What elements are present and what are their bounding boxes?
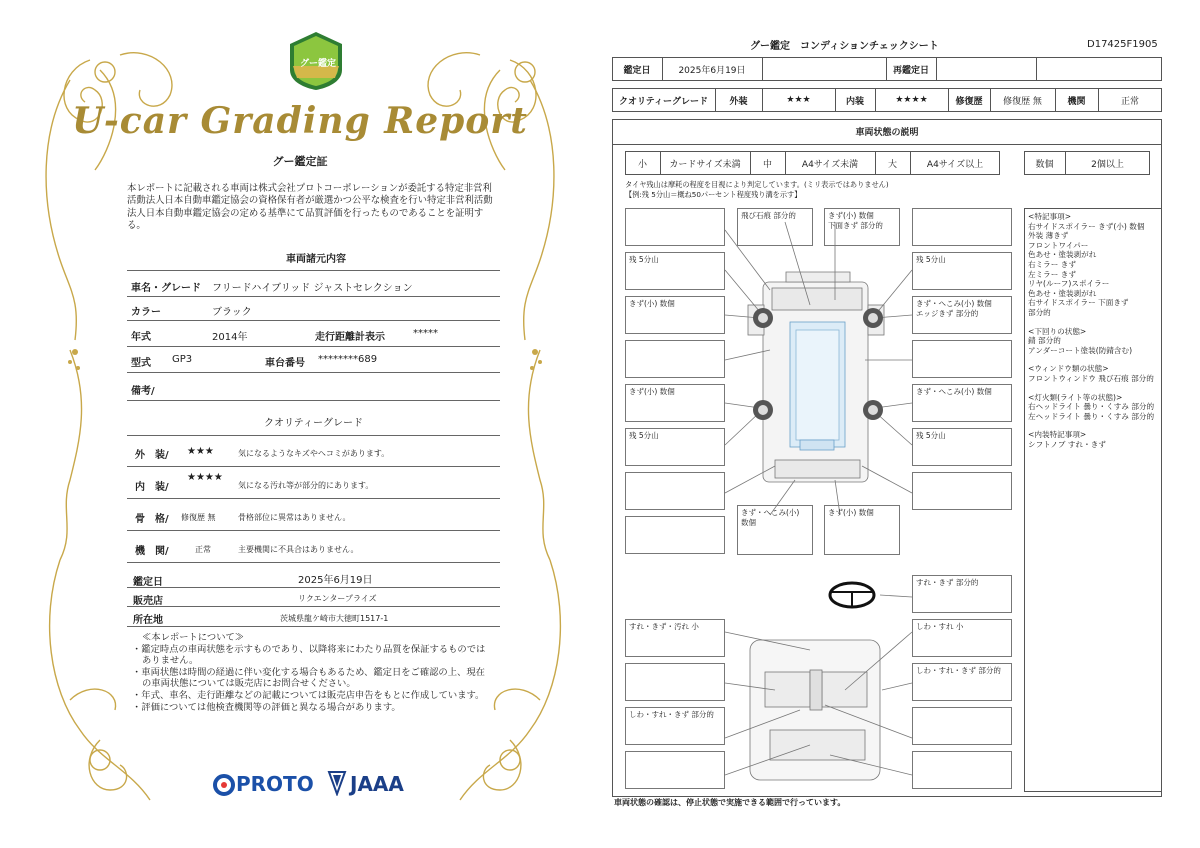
address-label: 所在地: [133, 615, 163, 626]
interior-label: 内 装/: [135, 482, 169, 493]
damage-box: すれ・きず・汚れ 小: [625, 619, 725, 657]
divider: [127, 400, 500, 401]
damage-note: エッジきず 部分的: [916, 309, 979, 318]
damage-box: [625, 663, 725, 701]
damage-box: [912, 340, 1012, 378]
spec-heading: 車両諸元内容: [286, 254, 346, 265]
notes-title: ≪本レポートについて≫: [142, 632, 245, 643]
special-note-line: <内装特記事項>: [1028, 430, 1087, 440]
damage-box: 残 5分山: [625, 428, 725, 466]
damage-box: きず(小) 数個: [824, 505, 900, 555]
interior-stars: ★★★★: [187, 472, 223, 483]
mileage-label: 走行距離計表示: [315, 332, 385, 343]
certificate-intro: 本レポートに記載される車両は株式会社プロトコーポレーションが委託する特定非営利活動法人日本自動車鑑定協会の資格保有者が厳選かつ公平な検査を行い特定非営利活動法人日本自動車鑑定協会の定める基準にて品質評価を行ったものであることを証明する。: [127, 183, 493, 231]
sheet-interior-label: 内装: [845, 96, 864, 107]
interior-text: 気になる汚れ等が部分的にあります。: [238, 481, 374, 490]
year-value: 2014年: [212, 332, 248, 343]
jaaa-logo: JAAA: [350, 772, 404, 796]
engine-label: 機 関/: [135, 546, 169, 557]
condition-check-sheet: [600, 0, 1200, 848]
tire-note-example: 【例:残 5分山＝概ね50パーセント程度残り溝を示す】: [625, 190, 802, 199]
size-large-desc: A4サイズ以上: [926, 159, 984, 170]
jaaa-logo-icon: [327, 770, 347, 796]
badge-label: グー鑑定: [300, 59, 337, 69]
explain-heading: 車両状態の説明: [855, 128, 919, 138]
damage-box: [824, 208, 900, 246]
divider: [127, 498, 500, 499]
special-note-line: リヤ(ルーフ)スポイラー: [1028, 279, 1110, 289]
special-note-line: 左ミラー きず: [1028, 269, 1076, 279]
divider: [127, 587, 500, 588]
count-desc: 2個以上: [1091, 159, 1124, 170]
proto-logo: PROTO: [236, 772, 314, 796]
divider: [127, 320, 500, 321]
damage-box: しわ・すれ 小: [912, 619, 1012, 657]
special-note-line: <特記事項>: [1028, 212, 1072, 221]
damage-box: しわ・すれ・きず 部分的: [625, 707, 725, 745]
color-value: ブラック: [212, 307, 252, 318]
special-note-line: 右サイドスポイラー 下面きず: [1028, 298, 1129, 308]
document-id: D17425F1905: [1087, 39, 1158, 50]
address-value: 茨城県龍ケ崎市大徳町1517-1: [280, 614, 389, 623]
special-note-line: アンダーコート塗装(防錆含む): [1028, 345, 1133, 355]
sheet-engine-label: 機関: [1067, 96, 1086, 107]
exterior-text: 気になるようなキズやヘコミがあります。: [238, 449, 390, 458]
special-note-line: [1028, 355, 1158, 364]
special-note-line: <下回りの状態>: [1028, 326, 1087, 336]
damage-box: しわ・すれ・きず 部分的: [912, 663, 1012, 701]
damage-box: 残 5分山: [912, 428, 1012, 466]
shop-value: リクエンタープライズ: [298, 594, 377, 603]
damage-box: 飛び石痕 部分的: [737, 208, 813, 246]
damage-box: [625, 751, 725, 789]
year-label: 年式: [131, 332, 151, 343]
sheet-repair-label: 修復歴: [955, 96, 983, 107]
special-note-line: 錆 部分的: [1028, 336, 1061, 346]
damage-box: [625, 208, 725, 246]
damage-box: [912, 751, 1012, 789]
special-note-line: [1028, 421, 1158, 430]
sheet-date-label: 鑑定日: [623, 65, 651, 76]
damage-box: きず(小) 数個: [625, 296, 725, 334]
special-note-line: [1028, 318, 1158, 327]
sheet-footer-note: 車両状態の確認は、停止状態で実施できる範囲で行っています。: [614, 798, 846, 807]
divider: [127, 270, 500, 271]
divider: [127, 626, 500, 627]
date-value: 2025年6月19日: [298, 575, 373, 586]
date-label: 鑑定日: [133, 577, 163, 588]
report-script-title: U-car Grading Report: [72, 100, 528, 142]
damage-box: [912, 296, 1012, 334]
exterior-stars: ★★★: [187, 446, 214, 457]
divider: [127, 562, 500, 563]
damage-note: 下面きず 部分的: [828, 221, 883, 230]
special-note-line: 左ヘッドライト 曇り・くすみ 部分的: [1028, 411, 1155, 421]
special-note-line: 右ヘッドライト 曇り・くすみ 部分的: [1028, 402, 1155, 412]
special-note-line: 部分的: [1028, 307, 1051, 317]
sheet-exterior-label: 外装: [729, 96, 748, 107]
name-label: 車名・グレード: [131, 283, 201, 294]
report-notes: [130, 632, 490, 713]
note-item: ・評価については他検査機関等の評価と異なる場合があります。: [132, 701, 401, 713]
damage-box: [625, 516, 725, 554]
engine-text: 主要機関に不具合はありません。: [238, 545, 359, 554]
certificate-subtitle: グー鑑定証: [272, 155, 328, 168]
model-value: GP3: [172, 354, 193, 365]
size-mid: 中: [762, 159, 772, 170]
divider: [127, 606, 500, 607]
mileage-value: *****: [413, 328, 438, 339]
special-note-line: 色あせ・塗装剥がれ: [1028, 288, 1097, 298]
damage-box: 残 5分山: [912, 252, 1012, 290]
damage-box: [912, 472, 1012, 510]
size-large: 大: [887, 159, 897, 170]
damage-note: きず・へこみ(小) 数個: [916, 299, 992, 308]
chassis-value: ********689: [318, 354, 378, 365]
remarks-label: 備考/: [131, 386, 155, 397]
redate-label: 再鑑定日: [892, 65, 929, 76]
divider: [127, 346, 500, 347]
special-notes-panel: [1024, 208, 1162, 792]
special-note-line: 右サイドスポイラー きず(小) 数個: [1028, 221, 1145, 231]
sheet-interior-stars: ★★★★: [895, 95, 928, 105]
proto-logo-icon: [213, 774, 235, 796]
frame-value: 修復歴 無: [181, 513, 216, 522]
quality-heading: クオリティーグレード: [264, 418, 363, 429]
damage-box: [625, 472, 725, 510]
note-item: ・車両状態は時間の経過に伴い変化する場合もあるため、鑑定日をご確認の上、現在の車両状態については販売店にお問合せください。: [132, 666, 485, 690]
special-note-line: 右ミラー きず: [1028, 259, 1076, 269]
special-note-line: 色あせ・塗装剥がれ: [1028, 250, 1097, 260]
size-mid-desc: A4サイズ未満: [801, 159, 859, 170]
color-label: カラー: [131, 307, 161, 318]
grade-label: クオリティーグレード: [618, 96, 709, 107]
special-note-line: フロントウィンドウ 飛び石痕 部分的: [1028, 373, 1154, 383]
divider: [127, 466, 500, 467]
sheet-repair-value: 修復歴 無: [1003, 96, 1042, 107]
tire-note: タイヤ残山は摩耗の程度を目視により判定しています。(ミリ表示ではありません): [625, 180, 889, 189]
sheet-exterior-stars: ★★★: [786, 95, 811, 105]
damage-box: [912, 208, 1012, 246]
note-item: ・鑑定時点の車両状態を示すものであり、以降将来にわたり品質を保証するものではありません。: [132, 643, 486, 667]
exterior-label: 外 装/: [135, 450, 169, 461]
sheet-date-value: 2025年6月19日: [678, 65, 746, 76]
size-small: 小: [637, 159, 647, 170]
divider: [127, 372, 500, 373]
chassis-label: 車台番号: [265, 358, 305, 369]
damage-box: [625, 340, 725, 378]
damage-note: きず(小) 数個: [828, 211, 874, 220]
damage-box: きず・へこみ(小) 数個: [737, 505, 813, 555]
damage-box: きず(小) 数個: [625, 384, 725, 422]
model-label: 型式: [131, 358, 151, 369]
damage-box: 残 5分山: [625, 252, 725, 290]
note-item: ・年式、車名、走行距離などの記載については販売店申告をもとに作成しています。: [132, 689, 485, 701]
special-note-line: <灯火類(ライト等の状態)>: [1028, 392, 1123, 402]
special-note-line: [1028, 384, 1158, 393]
damage-box: すれ・きず 部分的: [912, 575, 1012, 613]
special-note-line: 外装 薄きず: [1028, 231, 1069, 241]
divider: [127, 435, 500, 436]
count-label: 数個: [1035, 159, 1054, 170]
frame-text: 骨格部位に異常はありません。: [238, 513, 351, 522]
name-value: フリードハイブリッド ジャストセレクション: [212, 283, 413, 294]
damage-box: きず・へこみ(小) 数個: [912, 384, 1012, 422]
sheet-title: グー鑑定 コンディションチェックシート: [750, 41, 939, 52]
shop-label: 販売店: [133, 596, 163, 607]
divider: [127, 296, 500, 297]
engine-value: 正常: [195, 545, 211, 554]
special-note-line: <ウィンドウ類の状態>: [1028, 364, 1109, 374]
damage-box: [912, 707, 1012, 745]
frame-label: 骨 格/: [135, 514, 169, 525]
divider: [127, 530, 500, 531]
special-note-line: フロントワイパー: [1028, 240, 1089, 250]
sheet-engine-value: 正常: [1120, 96, 1139, 107]
special-note-line: シフトノブ すれ・きず: [1028, 439, 1106, 449]
size-small-desc: カードサイズ未満: [669, 159, 741, 170]
